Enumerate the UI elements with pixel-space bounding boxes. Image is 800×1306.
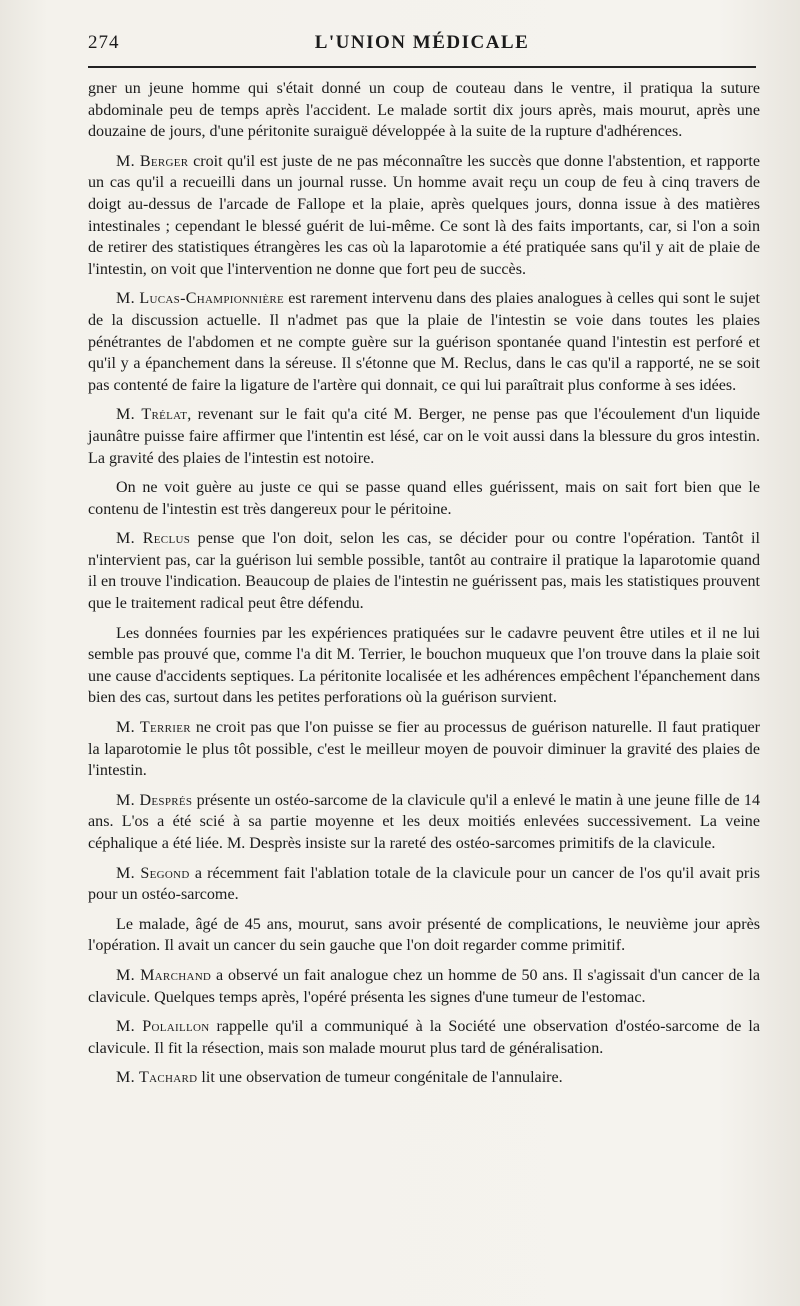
page-header [88, 30, 756, 62]
paragraph-reclus-2 [88, 623, 760, 709]
header-rule [88, 66, 756, 68]
speaker: M. Trélat [116, 406, 188, 424]
paragraph-text: a observé un fait analogue chez un homme de 50 ans. Il s'agissait d'un cancer de la clavicule. Quelques temps après, l'opéré présenta les signes d'une tumeur de l'estomac. [88, 966, 760, 1006]
speaker: M. Tachard [116, 1069, 198, 1087]
paragraph-marchand [88, 965, 760, 1008]
paragraph-segond [88, 863, 760, 906]
paragraph-text: croit qu'il est juste de ne pas méconnaître les succès que donne l'abstention, et rapporte un cas qu'il a recueilli dans un journal russe. Un homme avait reçu un coup de feu à cinq travers de doigt au-dessus de l'arcade de Fallope et la plaie, après quelques jours, donna issue à des matières intestinales ; cependant le blessé guérit de lui-même. Ce sont là des faits importants, car, si l'on a soin de retirer des statistiques étrangères les cas où la laparotomie a été pratiquée sans qu'il y ait de plaie de l'intestin, on voit que l'intervention ne donne que fort peu de succès. [88, 152, 760, 278]
speaker: M. Després [116, 791, 193, 809]
speaker: M. Segond [116, 864, 190, 882]
body-text [88, 78, 760, 1097]
paragraph-trelat [88, 404, 760, 469]
page-number: 274 [88, 32, 120, 53]
paragraph-text: pense que l'on doit, selon les cas, se décider pour ou contre l'opération. Tantôt il n'intervient pas, car la guérison lui semble possible, tantôt au contraire il pratique la laparotomie quand il en trouve l'indication. Beaucoup de plaies de l'intestin ne guérissent pas, mais les statistiques prouvent que le traitement radical peut être défendu. [88, 530, 760, 613]
paragraph-terrier [88, 717, 760, 782]
paragraph-text: ne croit pas que l'on puisse se fier au processus de guérison naturelle. Il faut pratiquer la laparotomie le plus tôt possible, c'est le meilleur moyen de pouvoir diminuer la gravité des plaies de l'intestin. [88, 719, 760, 780]
speaker: M. Berger [116, 152, 189, 170]
paragraph-text: présente un ostéo-sarcome de la clavicule qu'il a enlevé le matin à une jeune fille de 14 ans. L'os a été scié à sa partie moyenne et les deux moitiés enlevées successivement. La veine céphalique a été liée. M. Desprès insiste sur la rareté des ostéo-sarcomes primitifs de la clavicule. [88, 791, 760, 852]
paragraph-text: rappelle qu'il a communiqué à la Société une observation d'ostéo-sarcome de la clavicule. Il fit la résection, mais son malade mourut plus tard de généralisation. [88, 1018, 760, 1057]
paragraph-text: Les données fournies par les expériences pratiquées sur le cadavre peuvent être utiles et il ne lui semble pas prouvé que, comme l'a dit M. Terrier, le bouchon muqueux que l'on trouve dans la plaie soit une cause d'accidents septiques. La péritonite localisée et les adhérences empêchent l'épanchement dans bien des cas, surtout dans les petites perforations où la guérison survient. [88, 624, 760, 707]
speaker: M. Reclus [116, 530, 191, 548]
paragraph-reclus [88, 528, 760, 614]
paragraph-text: gner un jeune homme qui s'était donné un coup de couteau dans le ventre, il pratiqua la suture abdominale peu de temps après l'accident. Le malade sortit dix jours après, mais mourut, après une douzaine de jours, d'une péritonite suraiguë développée à la suite de la rupture d'adhérences. [88, 80, 760, 141]
paragraph-segond-2 [88, 914, 760, 957]
speaker: M. Marchand [116, 966, 212, 984]
speaker: M. Polaillon [116, 1018, 210, 1036]
paragraph-continuation [88, 78, 760, 143]
paragraph-text: Le malade, âgé de 45 ans, mourut, sans avoir présenté de complications, le neuvième jour après l'opération. Il avait un cancer du sein gauche que l'on doit regarder comme primitif. [88, 915, 760, 955]
paragraph-text: a récemment fait l'ablation totale de la clavicule pour un cancer de l'os qu'il avait pris pour un ostéo-sarcome. [88, 864, 760, 904]
paragraph-text: est rarement intervenu dans des plaies analogues à celles qui sont le sujet de la discussion actuelle. Il n'admet pas que la plaie de l'intestin se voie dans toutes les plaies pénétrantes de l'abdomen et ne compte guère sur la guérison spontanée quand l'intestin est perforé et qu'il y a épanchement dans la séreuse. Il s'étonne que M. Reclus, dans le cas qu'il a rapporté, ne se soit pas contenté de faire la ligature de l'artère qui donnait, ce qui lui paraîtrait plus conforme à ses idées. [88, 290, 760, 394]
paragraph-berger [88, 151, 760, 281]
speaker: M. Lucas-Championnière [116, 290, 285, 308]
running-title: L'UNION MÉDICALE [314, 32, 530, 53]
paragraph-despres [88, 790, 760, 855]
paragraph-text: , revenant sur le fait qu'a cité M. Berger, ne pense pas que l'écoulement d'un liquide jaunâtre puisse faire affirmer que l'intentin est lésé, car on le voit aussi dans la blessure du gros intestin. La gravité des plaies de l'intestin est notoire. [88, 406, 760, 467]
paragraph-text: lit une observation de tumeur congénitale de l'annulaire. [197, 1069, 563, 1087]
paragraph-text: On ne voit guère au juste ce qui se passe quand elles guérissent, mais on sait fort bien que le contenu de l'intestin est très dangereux pour le péritoine. [88, 479, 760, 518]
paragraph-trelat-2 [88, 477, 760, 520]
paragraph-polaillon [88, 1016, 760, 1059]
paragraph-tachard [88, 1067, 760, 1089]
speaker: M. Terrier [116, 719, 191, 737]
paragraph-lucas-championniere [88, 288, 760, 396]
